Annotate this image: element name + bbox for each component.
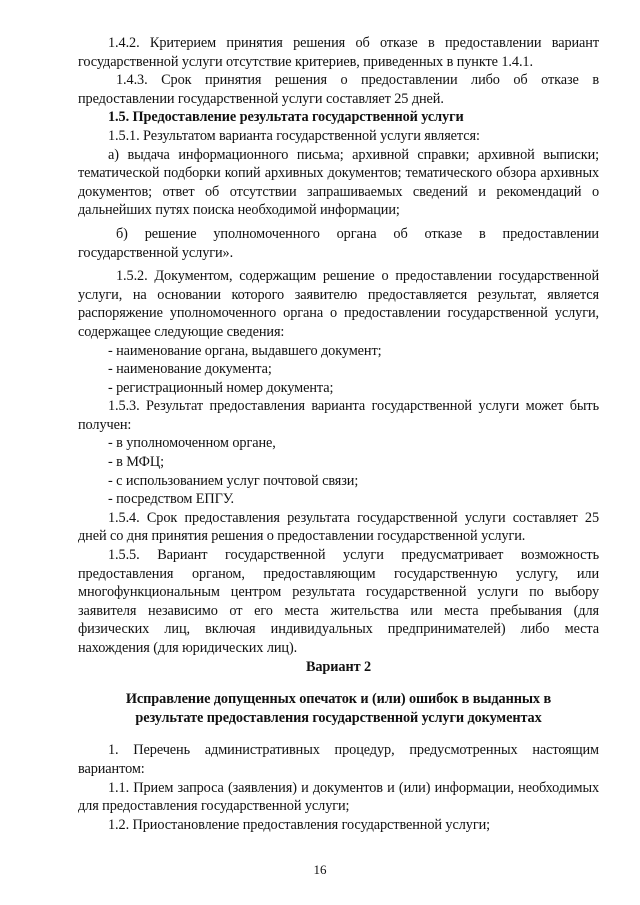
paragraph-item-b: б) решение уполномоченного органа об отказе в предоставлении государственной услуги». — [78, 225, 599, 261]
paragraph-1-4-2: 1.4.2. Критерием принятия решения об отказе в предоставлении вариант государственной услуги отсутствие критериев, приведенных в пункте 1.4.1. — [78, 35, 599, 70]
section-heading-1-5: 1.5. Предоставление результата государственной услуги — [108, 109, 464, 126]
paragraph-1-5-2: 1.5.2. Документом, содержащим решение о предоставлении государственной услуги, на основании которого заявителю предоставляется результат, является распоряжение уполномоченного органа о предоставлении государственной услуги, содержащее следующие сведения: — [78, 268, 599, 340]
paragraph-1-5-1: 1.5.1. Результатом варианта государственной услуги является: — [108, 127, 480, 144]
paragraph-1-5-3: 1.5.3. Результат предоставления варианта государственной услуги может быть получен: — [78, 398, 599, 433]
list-item: - в уполномоченном органе, — [108, 435, 276, 452]
variant-title: Вариант 2 — [305, 658, 372, 675]
document-page — [78, 34, 599, 834]
paragraph-1-2: 1.2. Приостановление предоставления государственной услуги; — [108, 816, 491, 833]
list-item: - наименование документа; — [108, 361, 272, 378]
paragraph-procedures: 1. Перечень административных процедур, предусмотренных настоящим вариантом: — [78, 742, 599, 777]
page-number: 16 — [313, 862, 327, 877]
paragraph-1-5-5: 1.5.5. Вариант государственной услуги предусматривает возможность предоставления органом, предоставляющим государственную услугу, или многофункциональным центром результата государственной услуги по выбору заявителя независимо от его места жительства или места пребывания (для физических лиц, включая индивидуальных предпринимателей) либо места нахождения (для юридических лиц). — [78, 547, 599, 656]
paragraph-1-4-3: 1.4.3. Срок принятия решения о предоставлении либо об отказе в предоставлении государственной услуги составляет 25 дней. — [78, 72, 599, 107]
list-item: - посредством ЕПГУ. — [108, 491, 234, 508]
variant-subtitle: Исправление допущенных опечаток и (или) ошибок в выданных в результате предоставления государственной услуги документах — [125, 691, 552, 726]
paragraph-1-1: 1.1. Прием запроса (заявления) и документов и (или) информации, необходимых для предоставления государственной услуги; — [78, 779, 599, 815]
paragraph-1-5-4: 1.5.4. Срок предоставления результата государственной услуги составляет 25 дней со дня принятия решения о предоставлении государственной услуги. — [78, 509, 599, 545]
list-item: - наименование органа, выдавшего документ; — [108, 342, 382, 359]
list-item: - в МФЦ; — [108, 454, 164, 471]
list-item: - с использованием услуг почтовой связи; — [108, 472, 359, 489]
list-item: - регистрационный номер документа; — [108, 379, 334, 396]
paragraph-item-a: а) выдача информационного письма; архивной справки; архивной выписки; тематической подборки копий архивных документов; тематического обзора архивных документов; ответ об отсутствии запрашиваемых сведений и рекомендаций о дальнейших путях поиска необходимой информации; — [78, 146, 599, 219]
